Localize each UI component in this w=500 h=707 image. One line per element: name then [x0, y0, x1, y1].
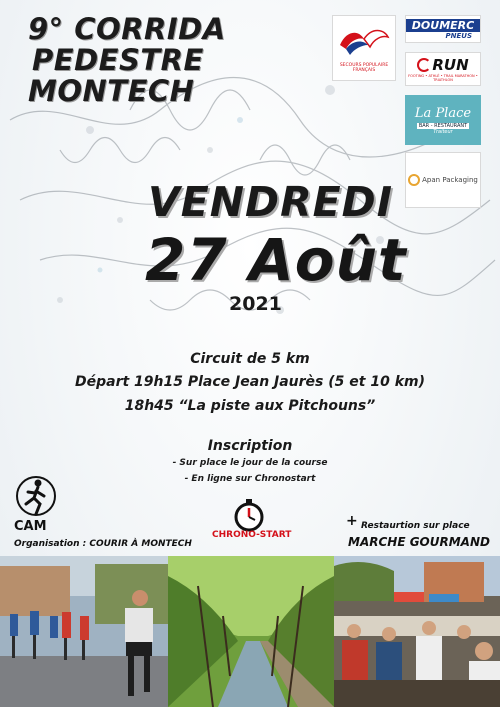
- marche-gourmand-text: MARCHE GOURMAND: [348, 535, 490, 549]
- sponsor-secours-populaire: [332, 15, 396, 81]
- event-title: [28, 14, 226, 107]
- event-date: 27 Août: [145, 226, 407, 294]
- doumerc-label: DOUMERC: [405, 19, 481, 32]
- apan-swirl-icon: [408, 174, 420, 186]
- depart-info: Départ 19h15 Place Jean Jaurès (5 et 10 km): [75, 374, 425, 390]
- inscription-on-site: - Sur place le jour de la course: [172, 458, 328, 468]
- apan-label: Apan Packaging: [422, 176, 478, 184]
- cam-club-label: CAM: [14, 519, 47, 534]
- title-line-1: 9° CORRIDA: [28, 12, 226, 46]
- sponsor-run-store: [405, 52, 481, 86]
- la-place-name: La Place: [414, 105, 472, 121]
- organisation-text: Organisation : COURIR À MONTECH: [14, 539, 192, 549]
- plus-sign: +: [346, 513, 358, 529]
- la-place-traiteur: Traiteur: [433, 128, 453, 135]
- pitchouns-info: 18h45 “La piste aux Pitchouns”: [124, 398, 376, 414]
- run-swoosh-icon: [417, 58, 431, 72]
- run-tagline: FOOTING • ATHLÉ • TRAIL MARATHON • TRIATHLON: [408, 73, 478, 82]
- doumerc-pneus: PNEUS: [445, 31, 472, 40]
- run-label: RUN: [432, 55, 469, 74]
- secours-populaire-logo: [336, 23, 392, 63]
- inscription-online: - En ligne sur Chronostart: [184, 474, 316, 484]
- restauration-text: Restaurtion sur place: [361, 521, 470, 531]
- photo-marche-gourmand: [334, 556, 500, 707]
- photo-canal: [168, 556, 334, 707]
- sponsor-la-place: [405, 95, 481, 145]
- secours-populaire-text: SECOURS POPULAIRE FRANÇAIS: [339, 63, 389, 73]
- title-line-3: MONTECH: [28, 74, 195, 108]
- cam-runner-logo: [14, 474, 58, 524]
- chrono-start-label: CHRONO-START: [212, 530, 292, 540]
- sponsor-apan-packaging: [405, 152, 481, 208]
- photo-runners: [0, 556, 168, 707]
- inscription-heading: Inscription: [207, 438, 293, 454]
- la-place-type: BAR - RESTAURANT: [418, 122, 468, 129]
- event-day: VENDREDI: [148, 178, 393, 226]
- event-year: 2021: [229, 293, 282, 315]
- sponsor-doumerc: [405, 15, 481, 43]
- circuit-info: Circuit de 5 km: [190, 351, 310, 367]
- title-line-2: PEDESTRE: [32, 43, 204, 77]
- stopwatch-icon: [232, 498, 266, 532]
